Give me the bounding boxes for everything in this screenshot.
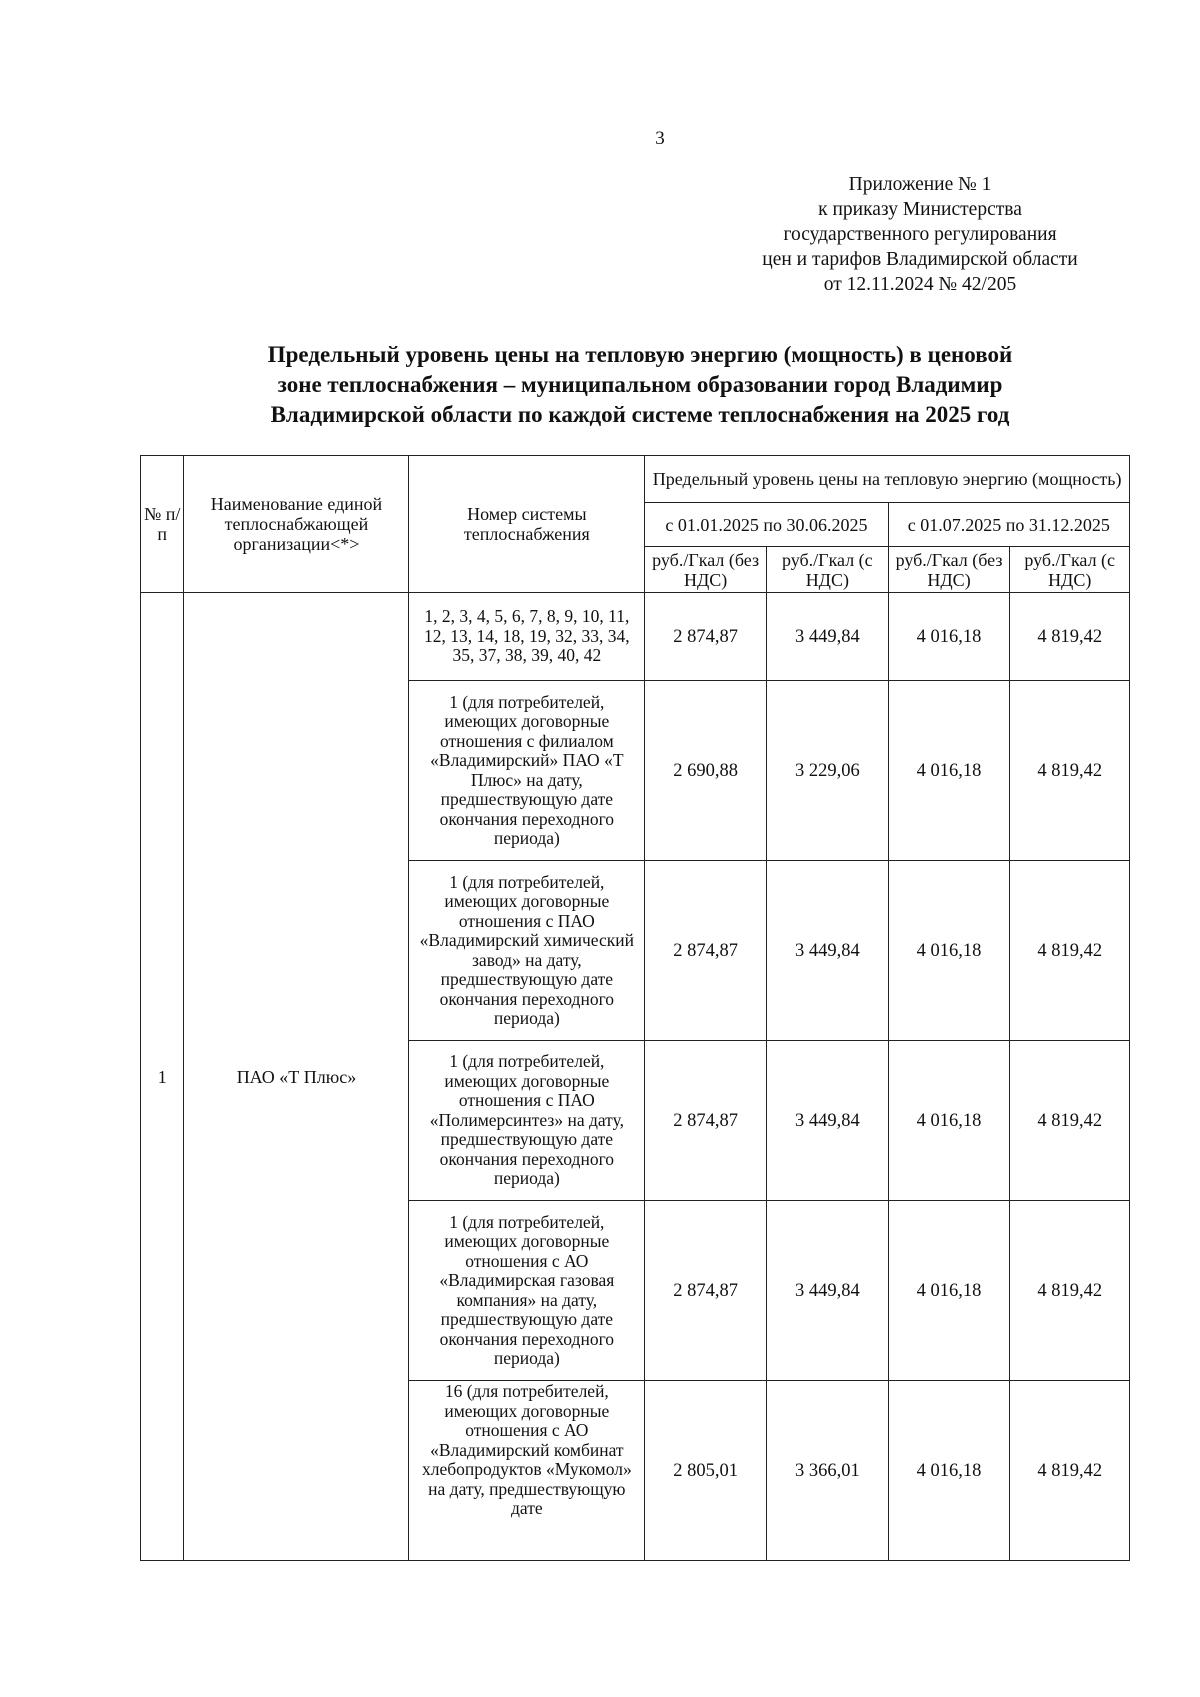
price-p2-no-vat: 4 016,18 xyxy=(888,1041,1010,1201)
price-p1-no-vat: 2 874,87 xyxy=(645,593,767,681)
header-unit-vat: руб./Гкал (с НДС) xyxy=(766,547,888,593)
price-level-table xyxy=(140,455,1130,1561)
price-p1-vat: 3 449,84 xyxy=(766,1041,888,1201)
system-number-cell: 1 (для потребителей, имеющих договорные отношения с ПАО «Владимирский химический завод» на дату, предшествующую дате окончания переходного периода) xyxy=(409,861,645,1041)
system-number-cell: 16 (для потребителей, имеющих договорные отношения с АО «Владимирский комбинат хлебопродуктов «Мукомол» на дату, предшествующую дате xyxy=(409,1381,645,1561)
header-unit-vat: руб./Гкал (с НДС) xyxy=(1010,547,1130,593)
price-p1-no-vat: 2 805,01 xyxy=(645,1381,767,1561)
header-org-name: Наименование единой теплоснабжающей организации<*> xyxy=(184,456,409,593)
price-p1-no-vat: 2 874,87 xyxy=(645,1041,767,1201)
org-number-cell: 1 xyxy=(141,593,184,1561)
appendix-line: Приложение № 1 xyxy=(848,174,992,195)
system-number-cell: 1, 2, 3, 4, 5, 6, 7, 8, 9, 10, 11, 12, 13, 14, 18, 19, 32, 33, 34, 35, 37, 38, 39, 40, 42 xyxy=(409,593,645,681)
appendix-line: цен и тарифов Владимирской области xyxy=(762,249,1078,270)
price-p1-vat: 3 449,84 xyxy=(766,593,888,681)
price-p2-vat: 4 819,42 xyxy=(1010,593,1130,681)
price-p2-no-vat: 4 016,18 xyxy=(888,681,1010,861)
price-p2-vat: 4 819,42 xyxy=(1010,1381,1130,1561)
price-p2-vat: 4 819,42 xyxy=(1010,681,1130,861)
price-p2-no-vat: 4 016,18 xyxy=(888,861,1010,1041)
price-p2-vat: 4 819,42 xyxy=(1010,861,1130,1041)
price-p2-vat: 4 819,42 xyxy=(1010,1201,1130,1381)
header-unit-no-vat: руб./Гкал (без НДС) xyxy=(645,547,767,593)
header-unit-no-vat: руб./Гкал (без НДС) xyxy=(888,547,1010,593)
title-line: Владимирской области по каждой системе теплоснабжения на 2025 год xyxy=(270,402,1010,427)
price-p2-vat: 4 819,42 xyxy=(1010,1041,1130,1201)
appendix-line: от 12.11.2024 № 42/205 xyxy=(823,274,1017,295)
title-line: зоне теплоснабжения – муниципальном образовании город Владимир xyxy=(277,372,1003,397)
table-row xyxy=(141,593,1130,681)
price-p1-no-vat: 2 874,87 xyxy=(645,861,767,1041)
header-system-number: Номер системы теплоснабжения xyxy=(409,456,645,593)
system-number-cell: 1 (для потребителей, имеющих договорные отношения с АО «Владимирская газовая компания» на дату, предшествующую дате окончания переходного периода) xyxy=(409,1201,645,1381)
org-name-cell: ПАО «Т Плюс» xyxy=(184,593,409,1561)
header-period-1: с 01.01.2025 по 30.06.2025 xyxy=(645,503,888,547)
price-p1-vat: 3 229,06 xyxy=(766,681,888,861)
page-number: 3 xyxy=(655,128,665,149)
appendix-block xyxy=(700,172,1140,297)
document-title xyxy=(140,340,1140,430)
price-p1-vat: 3 366,01 xyxy=(766,1381,888,1561)
price-p1-vat: 3 449,84 xyxy=(766,1201,888,1381)
price-p1-no-vat: 2 690,88 xyxy=(645,681,767,861)
price-p2-no-vat: 4 016,18 xyxy=(888,593,1010,681)
price-p2-no-vat: 4 016,18 xyxy=(888,1381,1010,1561)
title-line: Предельный уровень цены на тепловую энергию (мощность) в ценовой xyxy=(267,342,1013,367)
price-p2-no-vat: 4 016,18 xyxy=(888,1201,1010,1381)
price-p1-no-vat: 2 874,87 xyxy=(645,1201,767,1381)
header-period-2: с 01.07.2025 по 31.12.2025 xyxy=(888,503,1129,547)
price-p1-vat: 3 449,84 xyxy=(766,861,888,1041)
header-price-level: Предельный уровень цены на тепловую энергию (мощность) xyxy=(645,456,1130,503)
header-number: № п/п xyxy=(141,456,184,593)
system-number-cell: 1 (для потребителей, имеющих договорные отношения с ПАО «Полимерсинтез» на дату, предшествующую дате окончания переходного периода) xyxy=(409,1041,645,1201)
system-number-cell: 1 (для потребителей, имеющих договорные отношения с филиалом «Владимирский» ПАО «Т Плюс» на дату, предшествующую дате окончания переходного периода) xyxy=(409,681,645,861)
appendix-line: государственного регулирования xyxy=(783,224,1057,245)
appendix-line: к приказу Министерства xyxy=(818,199,1022,220)
